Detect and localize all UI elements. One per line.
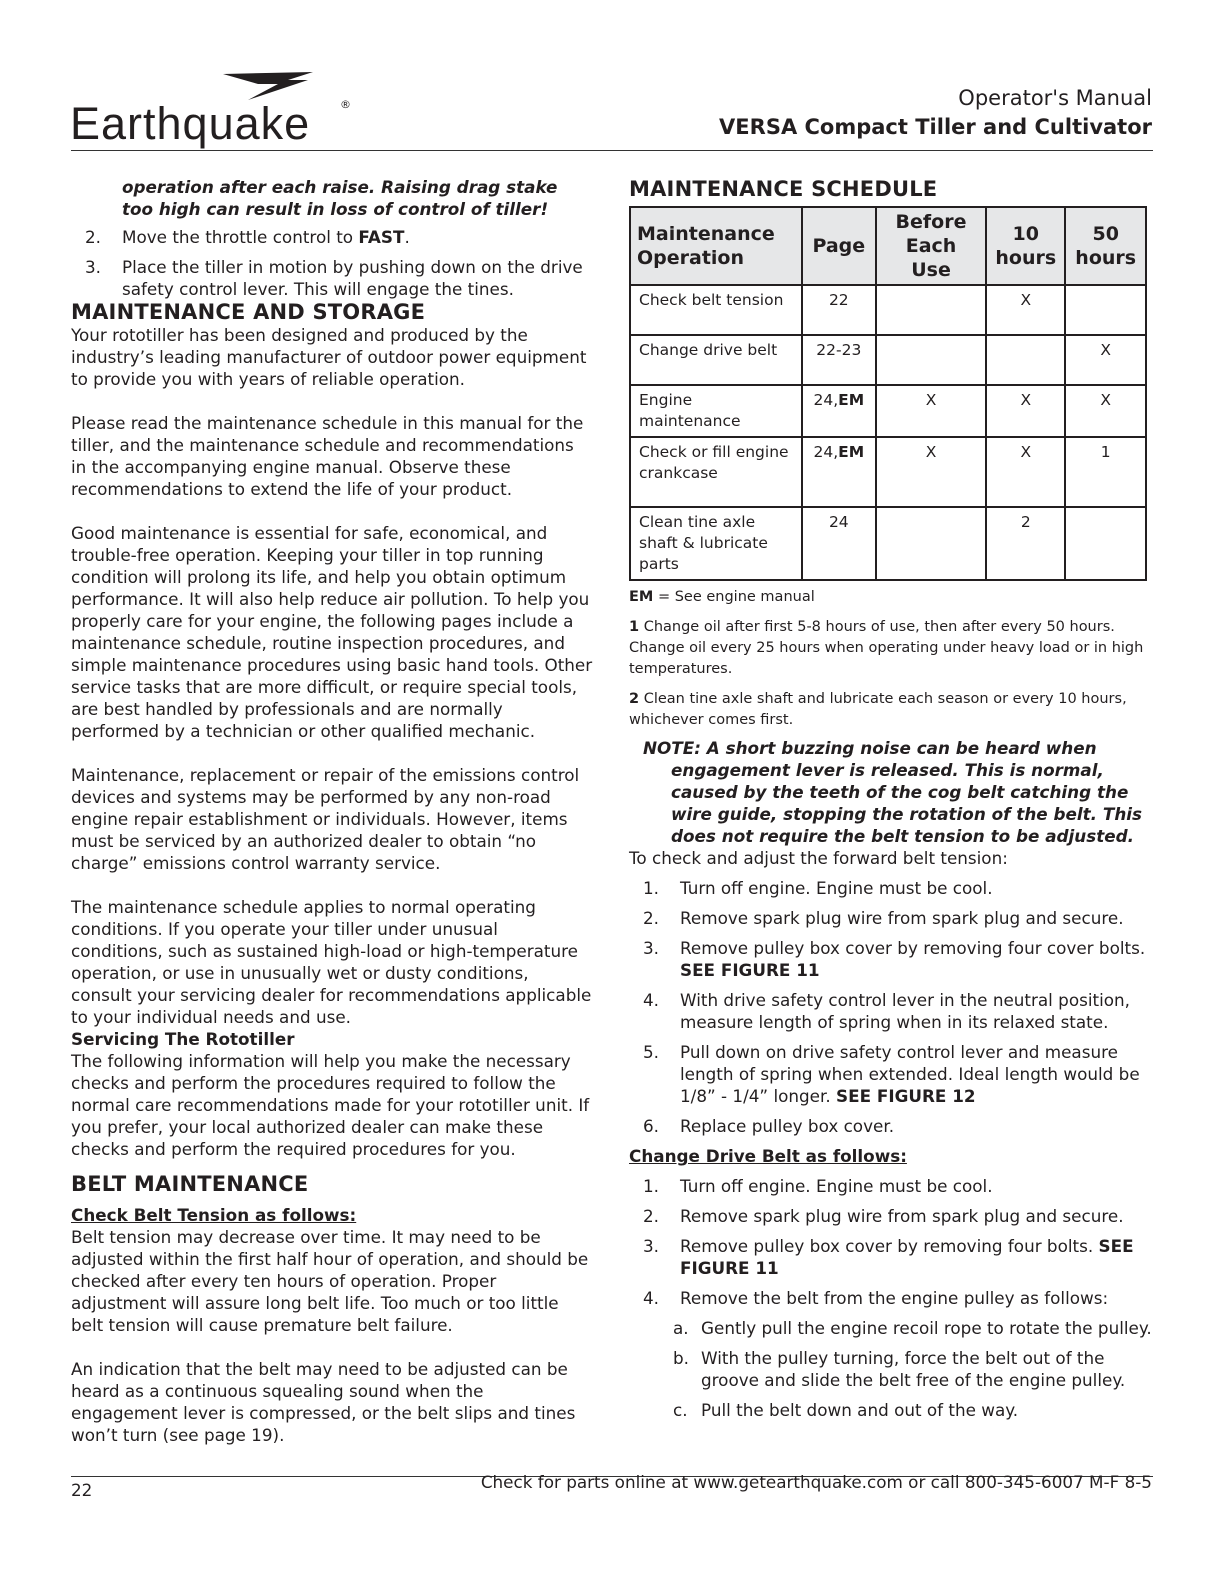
table-cell: X [986, 437, 1065, 507]
list-item: b. With the pulley turning, force the belt out of the groove and slide the belt free of the engine pulley. [673, 1348, 1126, 1390]
list-item: 1. Turn off engine. Engine must be cool. [643, 1176, 993, 1196]
list-item: 2. Move the throttle control to FAST. [85, 227, 410, 247]
belt-removal-substeps [629, 1317, 1153, 1421]
paragraph: Belt tension may decrease over time. It may need to be adjusted within the first half hour of operation, and should be checked after every ten hours of operation. Proper adjustment will assure long belt life. Too much or too little belt tension will cause premature belt failure. [71, 1227, 589, 1335]
list-item: 5. Pull down on drive safety control lever and measure length of spring when extended. Ideal length would be 1/8” - 1/4” longer. SEE FIGURE 12 [643, 1042, 1140, 1106]
subheading-change-belt: Change Drive Belt as follows: [629, 1146, 907, 1166]
warning-continuation: operation after each raise. Raising drag stake too high can result in loss of control of tiller! [122, 177, 558, 219]
change-steps [629, 1175, 1153, 1309]
table-cell [1065, 507, 1146, 580]
list-item: 4. With drive safety control lever in the neutral position, measure length of spring when in its relaxed state. [643, 990, 1130, 1032]
paragraph: Please read the maintenance schedule in this manual for the tiller, and the maintenance schedule and recommendations in the accompanying engine manual. Observe these recommendations to extend the life of your product. [71, 413, 584, 499]
paragraph: Maintenance, replacement or repair of the emissions control devices and systems may be performed by any non-road engine repair establishment or individuals. However, items must be serviced by an authorized dealer to obtain “no charge” emissions control warranty service. [71, 765, 580, 873]
table-cell [1065, 285, 1146, 335]
table-cell [986, 335, 1065, 385]
table-row [630, 285, 1146, 335]
maintenance-schedule-table [629, 206, 1147, 581]
manual-title: VERSA Compact Tiller and Cultivator [719, 115, 1152, 139]
paragraph: The maintenance schedule applies to normal operating conditions. If you operate your tiller under unusual conditions, such as sustained high-load or high-temperature operation, or use in unusually wet or dusty conditions, consult your servicing dealer for recommendations applicable to your individual needs and use. [71, 897, 592, 1027]
footnote-1: 1 Change oil after first 5-8 hours of use, then after every 50 hours. Change oil every 25 hours when operating under heavy load or in high temperatures. [629, 619, 1144, 677]
left-column [71, 176, 593, 1446]
list-item: 3. Remove pulley box cover by removing four cover bolts. SEE FIGURE 11 [643, 938, 1146, 980]
adjust-intro: To check and adjust the forward belt tension: [629, 848, 1008, 868]
table-cell: Change drive belt [630, 335, 802, 385]
paragraph: The following information will help you make the necessary checks and perform the procedures required to follow the normal care recommendations made for your rototiller unit. If you prefer, your local authorized dealer can make these checks and perform the required procedures for you. [71, 1051, 590, 1159]
table-cell: X [986, 385, 1065, 437]
registered-mark: ® [340, 98, 351, 111]
table-row [630, 437, 1146, 507]
schedule-title: MAINTENANCE SCHEDULE [629, 177, 938, 201]
page-number: 22 [71, 1480, 93, 1500]
footer-contact: Check for parts online at www.getearthquake.com or call 800-345-6007 M-F 8-5 [480, 1472, 1152, 1492]
table-cell: X [876, 385, 986, 437]
table-cell: X [1065, 335, 1146, 385]
table-cell: 2 [986, 507, 1065, 580]
table-cell: X [876, 437, 986, 507]
table-cell [876, 335, 986, 385]
footnote-2: 2 Clean tine axle shaft and lubricate each season or every 10 hours, whichever comes first. [629, 691, 1127, 728]
section-heading-belt: BELT MAINTENANCE [71, 1172, 309, 1196]
table-header-row [630, 207, 1146, 285]
column-header: Maintenance Operation [630, 207, 802, 285]
table-row [630, 385, 1146, 437]
table-cell [876, 285, 986, 335]
manual-subtitle: Operator's Manual [958, 86, 1152, 110]
table-cell: 22-23 [802, 335, 876, 385]
table-cell: 24 [802, 507, 876, 580]
brand-logo [70, 70, 360, 150]
table-cell: Clean tine axle shaft & lubricate parts [630, 507, 802, 580]
operation-steps [71, 226, 593, 300]
table-cell: X [1065, 385, 1146, 437]
column-header: 10 hours [986, 207, 1065, 285]
table-cell: Check or fill engine crankcase [630, 437, 802, 507]
table-cell: 24,EM [802, 385, 876, 437]
right-column [629, 176, 1153, 1429]
list-item: 6. Replace pulley box cover. [643, 1116, 895, 1136]
list-item: 2. Remove spark plug wire from spark plug and secure. [643, 908, 1124, 928]
paragraph: Your rototiller has been designed and produced by the industry’s leading manufacturer of outdoor power equipment to provide you with years of reliable operation. [71, 325, 587, 389]
column-header: Page [802, 207, 876, 285]
subheading-servicing: Servicing The Rototiller [71, 1029, 295, 1049]
list-item: 4. Remove the belt from the engine pulley as follows: [643, 1288, 1109, 1308]
section-heading-maintenance: MAINTENANCE AND STORAGE [71, 300, 426, 324]
list-item: c. Pull the belt down and out of the way. [673, 1400, 1019, 1420]
table-cell: 22 [802, 285, 876, 335]
table-cell: X [986, 285, 1065, 335]
adjust-steps [629, 877, 1153, 1137]
table-cell: 1 [1065, 437, 1146, 507]
footnote-em: EM = See engine manual [629, 589, 815, 605]
column-header: 50 hours [1065, 207, 1146, 285]
table-cell: Engine maintenance [630, 385, 802, 437]
subheading-check-belt: Check Belt Tension as follows: [71, 1205, 357, 1225]
document-header [719, 84, 1152, 142]
header-divider [71, 150, 1153, 151]
list-item: 3. Remove pulley box cover by removing four bolts. SEE FIGURE 11 [643, 1236, 1134, 1278]
table-cell: 24,EM [802, 437, 876, 507]
table-row [630, 335, 1146, 385]
list-item: a. Gently pull the engine recoil rope to rotate the pulley. [673, 1318, 1152, 1338]
table-cell: Check belt tension [630, 285, 802, 335]
table-cell [876, 507, 986, 580]
paragraph: An indication that the belt may need to be adjusted can be heard as a continuous squealing sound when the engagement lever is compressed, or the belt slips and tines won’t turn (see page 19). [71, 1359, 576, 1445]
list-item: 2. Remove spark plug wire from spark plug and secure. [643, 1206, 1124, 1226]
list-item: 1. Turn off engine. Engine must be cool. [643, 878, 993, 898]
table-row [630, 507, 1146, 580]
brand-name: Earthquake [70, 98, 311, 149]
note-buzzing: NOTE: A short buzzing noise can be heard when engagement lever is released. This is normal, caused by the teeth of the cog belt catching the wire guide, stopping the rotation of the belt. This does not require the belt tension to be adjusted. [643, 738, 1143, 846]
column-header: Before Each Use [876, 207, 986, 285]
paragraph: Good maintenance is essential for safe, economical, and trouble-free operation. Keeping your tiller in top running condition will prolong its life, and help you obtain optimum performance. It will also help reduce air pollution. To help you properly care for your engine, the following pages include a maintenance schedule, routine inspection procedures, and simple maintenance procedures using basic hand tools. Other service tasks that are more difficult, or require special tools, are best handled by professionals and are normally performed by a technician or other qualified mechanic. [71, 523, 593, 741]
list-item: 3. Place the tiller in motion by pushing down on the drive safety control lever. This will engage the tines. [85, 257, 583, 299]
